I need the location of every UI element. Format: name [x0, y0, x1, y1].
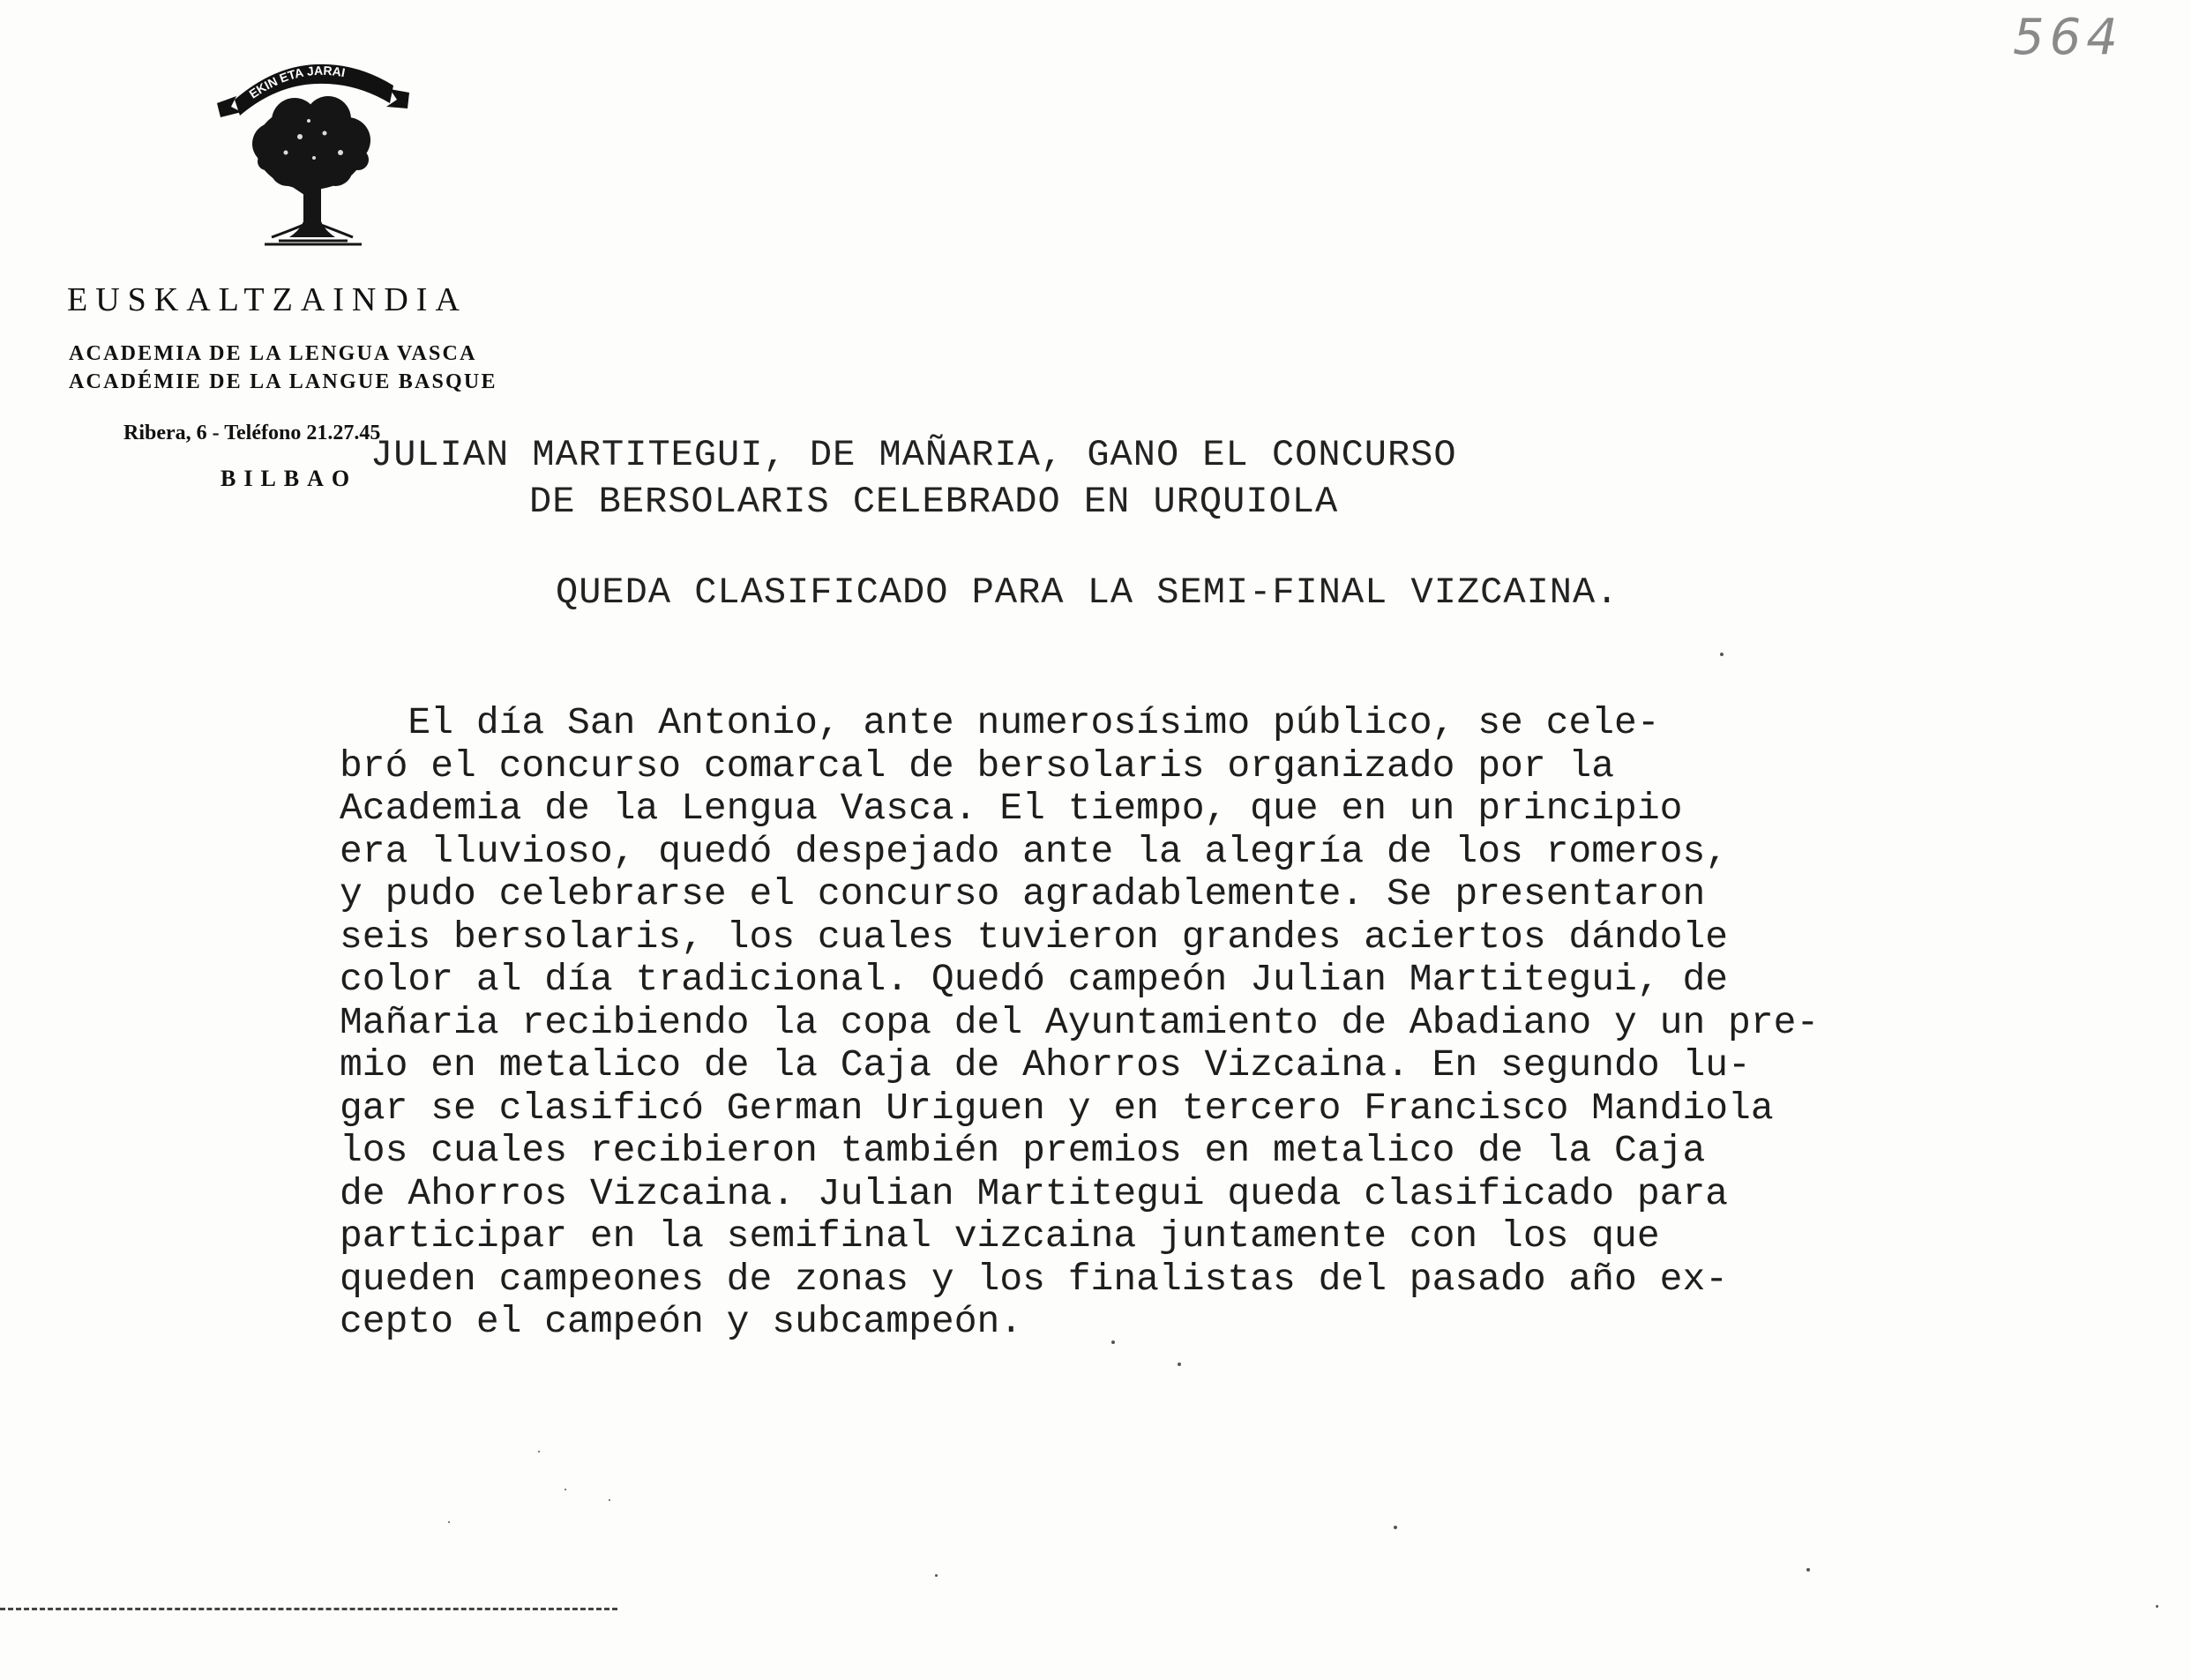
organization-subtitle-spanish: ACADEMIA DE LA LENGUA VASCA — [69, 342, 477, 365]
organization-subtitle-french: ACADÉMIE DE LA LANGUE BASQUE — [69, 370, 497, 393]
scan-speck — [1394, 1526, 1397, 1529]
scan-speck — [2156, 1605, 2158, 1608]
body-line: participar en la semifinal vizcaina juntamente con los que — [340, 1214, 1660, 1258]
article-body — [340, 702, 2086, 1344]
scan-speck — [609, 1499, 610, 1501]
scan-speck — [448, 1521, 450, 1523]
body-line: El día San Antonio, ante numerosísimo público, se cele- — [340, 701, 1660, 744]
body-line: gar se clasificó German Uriguen y en tercero Francisco Mandiola — [340, 1086, 1774, 1130]
body-line: Academia de la Lengua Vasca. El tiempo, que en un principio — [340, 787, 1683, 830]
body-line: queden campeones de zonas y los finalistas del pasado año ex- — [340, 1257, 1729, 1301]
scan-speck — [935, 1574, 938, 1577]
organization-address: Ribera, 6 - Teléfono 21.27.45 — [123, 422, 381, 444]
headline-line-1: JULIAN MARTITEGUI, DE MAÑARIA, GANO EL CONCURSO — [370, 434, 1457, 476]
organization-city: BILBAO — [221, 466, 358, 491]
body-line: cepto el campeón y subcampeón. — [340, 1300, 1023, 1343]
subheadline: QUEDA CLASIFICADO PARA LA SEMI-FINAL VIZCAINA. — [556, 571, 1619, 614]
body-line: color al día tradicional. Quedó campeón Julian Martitegui, de — [340, 958, 1729, 1001]
organization-name: EUSKALTZAINDIA — [67, 281, 467, 318]
body-line: de Ahorros Vizcaina. Julian Martitegui queda clasificado para — [340, 1171, 1729, 1215]
scan-speck — [538, 1451, 540, 1452]
body-line: los cuales recibieron también premios en metalico de la Caja — [340, 1129, 1706, 1172]
body-line: mio en metalico de la Caja de Ahorros Vizcaina. En segundo lu- — [340, 1043, 1751, 1086]
scan-speck — [1806, 1568, 1810, 1572]
motto-text: EKIN ETA JARAI — [246, 63, 347, 101]
scan-speck — [1178, 1363, 1181, 1366]
body-line: Mañaria recibiendo la copa del Ayuntamiento de Abadiano y un pre- — [340, 1000, 1820, 1044]
oak-tree-logo-icon — [212, 49, 415, 251]
footer-dashed-rule — [0, 1608, 617, 1610]
body-line: era lluvioso, quedó despejado ante la alegría de los romeros, — [340, 829, 1729, 873]
body-line: seis bersolaris, los cuales tuvieron grandes aciertos dándole — [340, 915, 1729, 959]
body-line: y pudo celebrarse el concurso agradablemente. Se presentaron — [340, 872, 1706, 915]
headline-line-2: DE BERSOLARIS CELEBRADO EN URQUIOLA — [529, 481, 1339, 523]
scan-speck — [1720, 653, 1724, 656]
scan-speck — [565, 1489, 566, 1490]
scan-speck — [1111, 1340, 1115, 1344]
body-line: bró el concurso comarcal de bersolaris organizado por la — [340, 743, 1615, 788]
page-number: 564 — [2013, 9, 2123, 66]
